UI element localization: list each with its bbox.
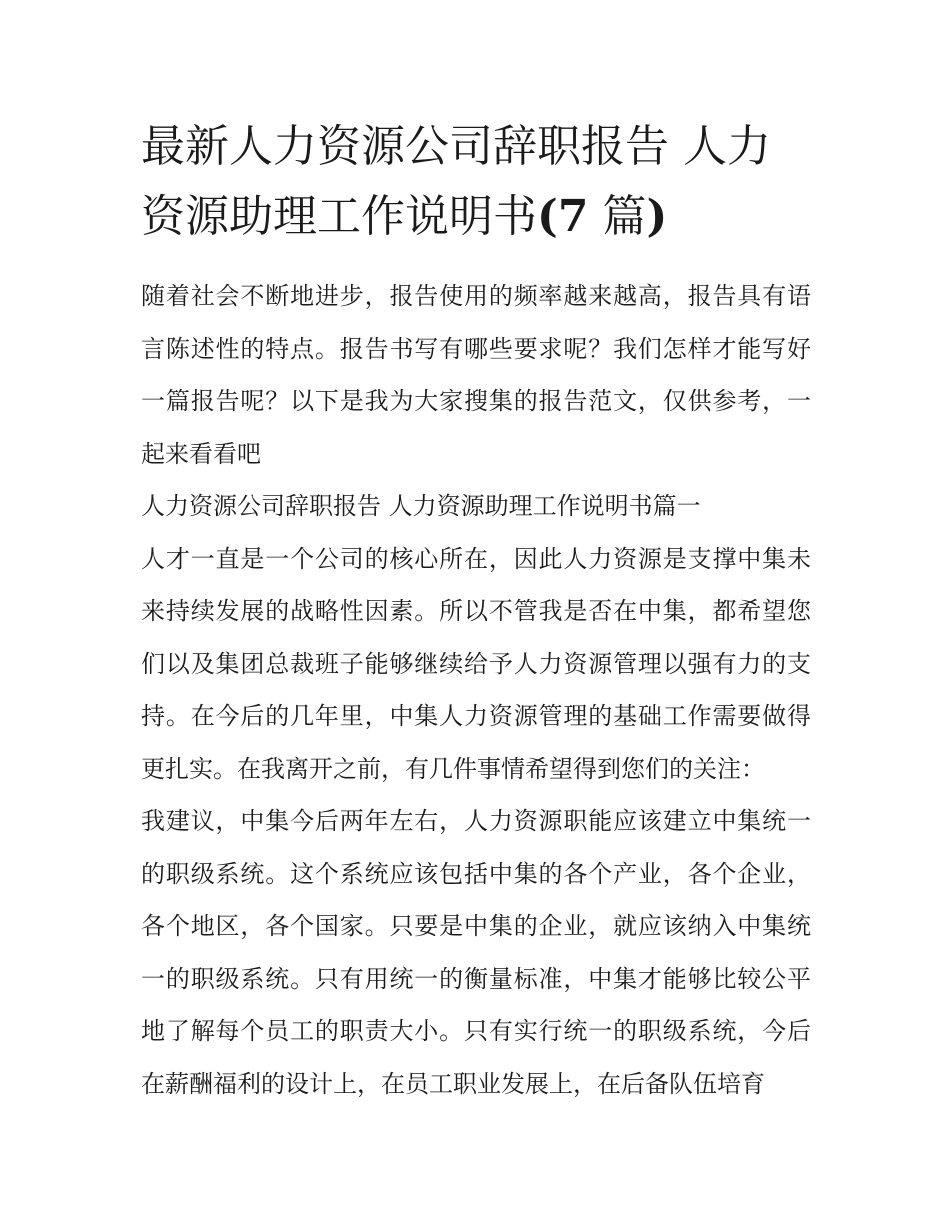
document-body xyxy=(141,112,811,1110)
document-title xyxy=(141,112,811,252)
section-heading: 人力资源公司辞职报告 人力资源助理工作说明书篇一 xyxy=(141,492,701,520)
intro-paragraph: 随着社会不断地进步，报告使用的频率越来越高，报告具有语言陈述性的特点。报告书写有哪些要求呢？我们怎样才能写好一篇报告呢？以下是我为大家搜集的报告范文，仅供参考，一起来看看吧 xyxy=(141,282,811,468)
body-paragraph: 人才一直是一个公司的核心所在，因此人力资源是支撑中集未来持续发展的战略性因素。所以不管我是否在中集，都希望您们以及集团总裁班子能够继续给予人力资源管理以强有力的支持。在今后的几年里，中集人力资源管理的基础工作需要做得更扎实。在我离开之前，有几件事情希望得到您们的关注： xyxy=(141,544,811,783)
body-paragraph: 我建议，中集今后两年左右，人力资源职能应该建立中集统一的职级系统。这个系统应该包括中集的各个产业，各个企业，各个地区，各个国家。只要是中集的企业，就应该纳入中集统一的职级系统。只有用统一的衡量标准，中集才能够比较公平地了解每个员工的职责大小。只有实行统一的职级系统，今后在薪酬福利的设计上，在员工职业发展上，在后备队伍培育 xyxy=(141,807,811,1098)
title-paren-open: ( xyxy=(537,191,558,242)
title-count-unit: 篇 xyxy=(588,191,647,242)
title-main-text: 最新人力资源公司辞职报告 人力资源助理工作说明书 xyxy=(141,121,771,242)
title-count-number: 7 xyxy=(557,191,589,242)
title-paren-close: ) xyxy=(646,191,668,242)
